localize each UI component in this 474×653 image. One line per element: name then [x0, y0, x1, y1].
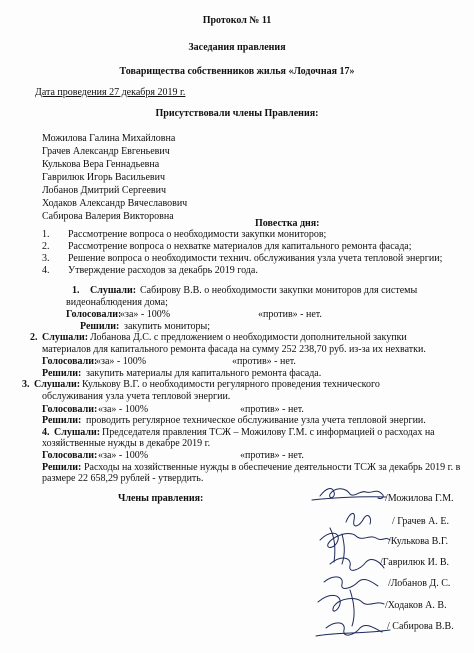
item-1-decided-label: Решили: [80, 321, 120, 332]
item-2-vote-label: Голосовали: [42, 356, 98, 367]
attendee-name: Кулькова Вера Геннадьевна [42, 159, 160, 170]
signatures-heading: Члены правления: [118, 493, 204, 504]
item-1-heard-label: Слушали: [90, 285, 137, 296]
attendee-name: Ходаков Александр Вячеславович [42, 198, 188, 209]
attendee-name: Лобанов Дмитрий Сергеевич [42, 185, 167, 196]
signatory-name: /Можилова Г.М. [385, 493, 454, 504]
item-2-decided-text: закупить материалы для капитального ремонта фасада. [86, 368, 322, 379]
agenda-item-number: 2. [42, 241, 50, 252]
agenda-item-text: Рассмотрение вопроса о необходимости закупки мониторов; [68, 229, 327, 240]
agenda-heading: Повестка дня: [255, 218, 320, 229]
attendee-name: Сабирова Валерия Викторовна [42, 211, 174, 222]
signatory-name: /Кулькова В.Г. [388, 536, 449, 547]
agenda-item-text: Рассмотрение вопроса о нехватке материалов для капитального ремонта фасада; [68, 241, 412, 252]
attendees-heading: Присутствовали члены Правления: [155, 108, 319, 119]
signature-stroke [316, 630, 390, 636]
item-3-vote-against: «против» - нет. [240, 404, 304, 415]
item-4-number: 4. [42, 427, 50, 438]
signatory-name: /Ходаков А. В. [385, 600, 447, 611]
item-3-vote-label: Голосовали: [42, 404, 98, 415]
item-1-heard-text: видеонаблюдения дома; [66, 297, 168, 308]
signature-stroke [350, 590, 354, 626]
item-4-vote-against: «против» - нет. [240, 450, 304, 461]
item-1-heard-text: Сабирову В.В. о необходимости закупки мониторов для системы [140, 285, 418, 296]
item-4-heard-text: Председателя правления ТСЖ – Можилову Г.М. с информацией о расходах на [102, 427, 435, 438]
attendee-name: Гаврилюк Игорь Васильевич [42, 172, 165, 183]
item-2-decided-label: Решили: [42, 368, 82, 379]
signature-stroke [330, 558, 384, 570]
signatory-name: / Сабирова В.В. [387, 621, 454, 632]
organization-name: Товарищества собственников жилья «Лодочная 17» [119, 66, 355, 77]
item-3-decided-text: проводить регулярное техническое обслуживание узла учета тепловой энергии. [86, 415, 426, 426]
item-2-heard-text: Лобанова Д.С. с предложением о необходимости дополнительной закупки [90, 332, 407, 343]
agenda-item-number: 3. [42, 253, 50, 264]
handwritten-signatures [290, 478, 410, 648]
signature-stroke [324, 577, 378, 589]
item-4-decided-text: Расходы на хозяйственные нужды в обеспечение деятельности ТСЖ за декабрь 2019 г. в [84, 462, 461, 473]
item-4-heard-label: Слушали: [54, 427, 101, 438]
attendee-name: Грачев Александр Евгеньевич [42, 146, 170, 157]
item-3-heard-text: обслуживания узла учета тепловой энергии. [42, 391, 231, 402]
signatory-name: / Грачев А. Е. [392, 516, 449, 527]
item-4-decided-label: Решили: [42, 462, 82, 473]
item-3-number: 3. [22, 379, 30, 390]
item-2-heard-label: Слушали: [42, 332, 89, 343]
item-3-heard-label: Слушали: [34, 379, 81, 390]
signature-stroke [320, 533, 390, 547]
item-4-vote-for: «за» - 100% [98, 450, 149, 461]
item-4-vote-label: Голосовали: [42, 450, 98, 461]
item-1-decided-text: закупить мониторы; [124, 321, 211, 332]
agenda-item-number: 1. [42, 229, 50, 240]
signatory-name: /Лобанов Д. С. [388, 578, 451, 589]
item-2-vote-for: «за» - 100% [96, 356, 147, 367]
item-1-vote-label: Голосовали: [66, 309, 122, 320]
item-1-vote-against: «против» - нет. [258, 309, 322, 320]
item-1-vote-for: «за» - 100% [120, 309, 171, 320]
item-4-decided-text: размере 22 658,29 рублей - утвердить. [42, 473, 204, 484]
signature-stroke [342, 534, 344, 564]
meeting-title: Заседания правления [188, 42, 286, 53]
item-3-heard-text: Кулькову В.Г. о необходимости регулярного проведения технического [82, 379, 380, 390]
agenda-item-text: Решение вопроса о необходимости технич. обслуживания узла учета тепловой энергии; [68, 253, 443, 264]
agenda-item-number: 4. [42, 265, 50, 276]
signatory-name: /Гаврилюк И. В. [380, 557, 450, 568]
item-1-number: 1. [72, 285, 80, 296]
signature-stroke [312, 497, 386, 500]
item-3-vote-for: «за» - 100% [98, 404, 149, 415]
item-2-heard-text: материалов для капитального ремонта фасада на сумму 252 238,70 руб. из-за их нехватки. [42, 344, 426, 355]
attendee-name: Можилова Галина Михайловна [42, 133, 176, 144]
agenda-item-text: Утверждение расходов за декабрь 2019 года. [68, 265, 258, 276]
signature-stroke [318, 595, 384, 611]
protocol-title: Протокол № 11 [202, 15, 272, 26]
item-4-heard-text: хозяйственные нужды в декабре 2019 г. [42, 438, 211, 449]
signature-stroke [346, 513, 371, 526]
meeting-date: Дата проведения 27 декабря 2019 г. [35, 87, 186, 98]
item-2-number: 2. [30, 332, 38, 343]
item-2-vote-against: «против» - нет. [232, 356, 296, 367]
item-3-decided-label: Решили: [42, 415, 82, 426]
